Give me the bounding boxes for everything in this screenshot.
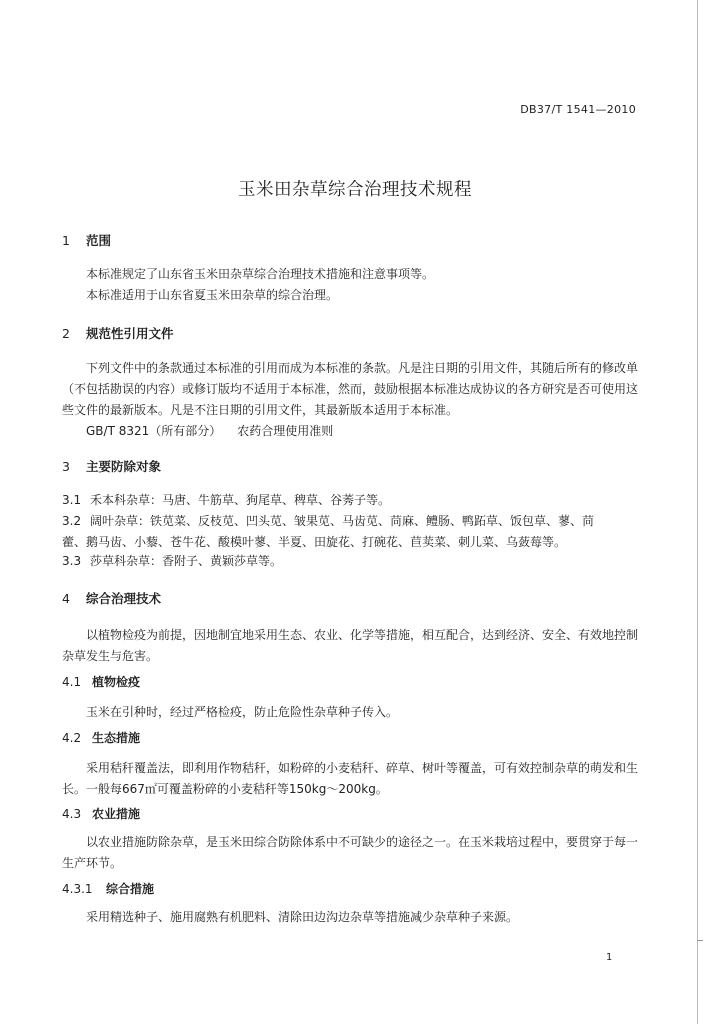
section-4-3-heading: [62, 805, 140, 822]
section-1-para-1: 本标准规定了山东省玉米田杂草综合治理技术措施和注意事项等。: [86, 267, 435, 281]
section-4-number: 4: [62, 591, 70, 606]
section-1-heading: [62, 231, 111, 249]
section-2-heading: [62, 324, 174, 342]
section-4-3-title: 农业措施: [92, 807, 141, 821]
section-4-3-1-title: 综合措施: [106, 882, 155, 896]
section-4-2-heading: [62, 729, 140, 746]
section-3-title: 主要防除对象: [86, 459, 162, 474]
section-4-2-title: 生态措施: [92, 731, 141, 745]
section-2-title: 规范性引用文件: [86, 326, 174, 341]
section-4-3-1-para: 采用精选种子、施用腐熟有机肥料、清除田边沟边杂草等措施减少杂草种子来源。: [86, 910, 519, 924]
document-title: 玉米田杂草综合治理技术规程: [238, 180, 472, 200]
section-3-2-number: 3.2: [62, 514, 82, 528]
section-3-heading: [62, 457, 161, 475]
section-3-2-text-line-1: 阔叶杂草：铁苋菜、反枝苋、凹头苋、皱果苋、马齿苋、苘麻、鳢肠、鸭跖草、饭包草、蓼、苘: [90, 514, 595, 528]
reference-code: GB/T 8321（所有部分）: [86, 424, 222, 438]
section-4-3-para: 以农业措施防除杂草，是玉米田综合防除体系中不可缺少的途径之一。在玉米栽培过程中，要贯穿于每一生产环节。: [62, 835, 639, 870]
section-3-1: [62, 490, 390, 511]
section-3-2-text-line-2: 藿、鹅马齿、小藜、苍牛花、酸模叶蓼、半夏、田旋花、打碗花、苣荬菜、刺儿菜、乌蔹莓等。: [62, 535, 567, 549]
section-3-3: [62, 551, 282, 572]
section-1-number: 1: [62, 233, 70, 248]
section-3-3-number: 3.3: [62, 554, 82, 568]
section-4-3-number: 4.3: [62, 807, 82, 821]
section-4-1-heading: [62, 673, 140, 690]
section-3-1-text: 禾本科杂草：马唐、牛筋草、狗尾草、稗草、谷莠子等。: [90, 493, 391, 507]
section-1-title: 范围: [86, 233, 112, 248]
normative-reference: [86, 421, 333, 442]
section-4-2-number: 4.2: [62, 731, 82, 745]
section-3-number: 3: [62, 459, 70, 474]
section-3-3-text: 莎草科杂草：香附子、黄颖莎草等。: [90, 554, 283, 568]
section-3-1-number: 3.1: [62, 493, 82, 507]
section-4-1-para: 玉米在引种时，经过严格检疫，防止危险性杂草种子传入。: [86, 705, 399, 719]
section-1-para-2: 本标准适用于山东省夏玉米田杂草的综合治理。: [86, 288, 339, 302]
section-4-2-para: 采用秸秆覆盖法，即利用作物秸秆，如粉碎的小麦秸秆、碎草、树叶等覆盖，可有效控制杂草的萌发和生长。一般每667㎡可覆盖粉碎的小麦秸秆等150kg～200kg。: [62, 761, 639, 796]
section-2-para-1: 下列文件中的条款通过本标准的引用而成为本标准的条款。凡是注日期的引用文件，其随后所有的修改单（不包括勘误的内容）或修订版均不适用于本标准，然而，鼓励根据本标准达成协议的各方研究是否可使用这些文件的最新版本。凡是不注日期的引用文件，其最新版本适用于本标准。: [62, 361, 639, 417]
section-4-3-1-number: 4.3.1: [62, 882, 93, 896]
section-4-1-number: 4.1: [62, 675, 82, 689]
page-number: 1: [606, 952, 613, 963]
page-edge-tick: [697, 940, 703, 941]
reference-title: 农药合理使用准则: [237, 424, 334, 438]
section-2-number: 2: [62, 326, 70, 341]
section-3-2: [62, 511, 594, 532]
page-edge-rule: [697, 0, 698, 1024]
section-4-para-1: 以植物检疫为前提，因地制宜地采用生态、农业、化学等措施，相互配合，达到经济、安全、有效地控制杂草发生与危害。: [62, 628, 639, 663]
section-4-heading: [62, 589, 161, 607]
standard-code: DB37/T 1541—2010: [520, 103, 636, 116]
section-4-3-1-heading: [62, 880, 154, 897]
section-4-title: 综合治理技术: [86, 591, 162, 606]
section-4-1-title: 植物检疫: [92, 675, 141, 689]
